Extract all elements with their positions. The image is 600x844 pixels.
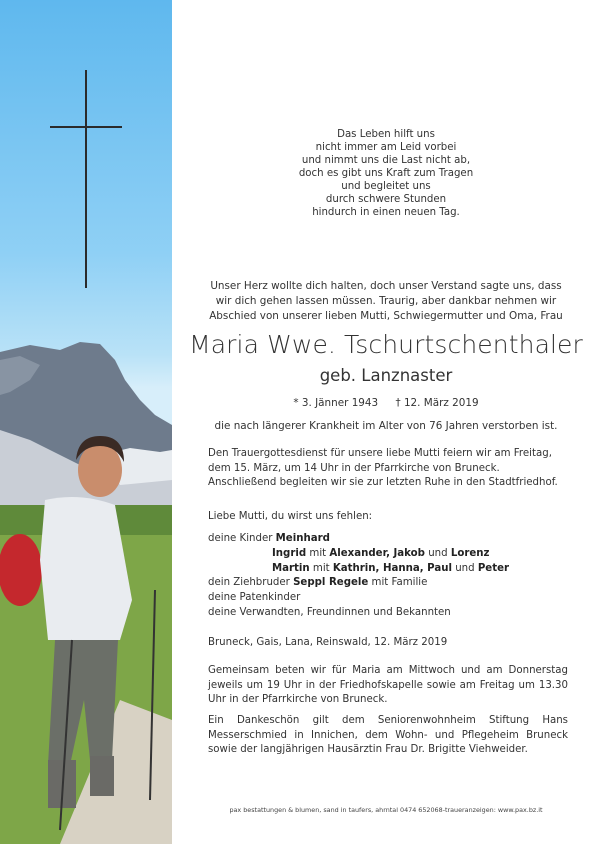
- life-dates: [172, 397, 600, 409]
- family-text: mit Familie: [368, 577, 428, 589]
- obituary-text: [172, 0, 600, 844]
- family-text: und: [451, 562, 478, 574]
- family-member: Meinhard: [275, 533, 330, 544]
- family-text: und: [424, 547, 451, 559]
- family-member: Lorenz: [450, 547, 490, 559]
- funeral-info: [208, 447, 568, 491]
- cross-vertical: [85, 70, 87, 288]
- prayer-info: Gemeinsam beten wir für Maria am Mittwoch und am Donnerstag jeweils um 19 Uhr in der Friedhofskapelle sowie am Freitag um 13.30 Uhr in der Pfarrkirche von Bruneck.: [208, 665, 568, 705]
- poem-line: Das Leben hilft uns: [337, 129, 435, 140]
- portrait-photo: [0, 0, 172, 844]
- poem-line: nicht immer am Leid vorbei: [315, 142, 457, 153]
- family-row: [208, 547, 588, 562]
- thanks-note: Ein Dankeschön gilt dem Seniorenwohnheim Stiftung Hans Messerschmied in Innichen, dem Wohn- und Pflegeheim Bruneck sowie der langjährigen Hausärztin Frau Dr. Brigitte Viehweider.: [208, 715, 568, 755]
- poem: [172, 128, 600, 219]
- boot-right: [90, 756, 114, 796]
- intro-line: Unser Herz wollte dich halten, doch unser Verstand sagte uns, dass: [210, 280, 562, 292]
- funeral-line: Anschließend begleiten wir sie zur letzten Ruhe in den Stadtfriedhof.: [208, 477, 558, 488]
- family-member: Kathrin, Hanna, Paul: [332, 562, 452, 574]
- poem-line: hindurch in einen neuen Tag.: [312, 207, 460, 218]
- cross-horizontal: [50, 126, 122, 128]
- family-list: [208, 532, 588, 621]
- family-member: Peter: [477, 562, 510, 574]
- face: [78, 443, 122, 497]
- intro-text: [192, 279, 580, 324]
- poem-line: und nimmt uns die Last nicht ab,: [301, 155, 471, 166]
- place-date: Bruneck, Gais, Lana, Reinswald, 12. März 2019: [208, 637, 448, 648]
- family-text: mit: [309, 562, 333, 574]
- poem-line: doch es gibt uns Kraft zum Tragen: [298, 168, 474, 179]
- family-row: [208, 576, 588, 591]
- family-row: [208, 562, 588, 577]
- death-date: † 12. März 2019: [395, 397, 479, 409]
- red-backpack: [0, 534, 42, 606]
- birth-date: * 3. Jänner 1943: [293, 397, 379, 409]
- intro-line: wir dich gehen lassen müssen. Traurig, aber dankbar nehmen wir: [215, 295, 557, 307]
- illness-line: die nach längerer Krankheit im Alter von 76 Jahren verstorben ist.: [214, 420, 558, 432]
- family-member: Alexander, Jakob: [329, 547, 425, 559]
- family-row: [208, 532, 588, 547]
- family-member: Ingrid: [272, 547, 307, 559]
- intro-line: Abschied von unserer lieben Mutti, Schwiegermutter und Oma, Frau: [209, 310, 563, 322]
- funeral-line: Den Trauergottesdienst für unsere liebe Mutti feiern wir am Freitag,: [208, 448, 552, 459]
- missed-by-line: Liebe Mutti, du wirst uns fehlen:: [208, 511, 373, 522]
- family-text: mit: [306, 547, 330, 559]
- family-member: Martin: [272, 562, 310, 574]
- family-member: Seppl Regele: [293, 577, 369, 589]
- footer-credit: pax bestattungen & blumen, sand in taufers, ahrntal 0474 652068-traueranzeigen: www.pax.bz.it: [229, 806, 543, 814]
- poem-line: und begleitet uns: [341, 181, 431, 192]
- family-text: deine Kinder: [208, 533, 276, 544]
- birth-name: geb. Lanznaster: [319, 366, 453, 385]
- deceased-name: Maria Wwe. Tschurtschenthaler: [189, 330, 583, 359]
- family-row: deine Patenkinder: [208, 592, 301, 604]
- family-row: deine Verwandten, Freundinnen und Bekannten: [208, 606, 451, 618]
- funeral-line: dem 15. März, um 14 Uhr in der Pfarrkirche von Bruneck.: [208, 462, 500, 474]
- poem-line: durch schwere Stunden: [325, 194, 447, 205]
- family-text: dein Ziehbruder: [208, 577, 294, 589]
